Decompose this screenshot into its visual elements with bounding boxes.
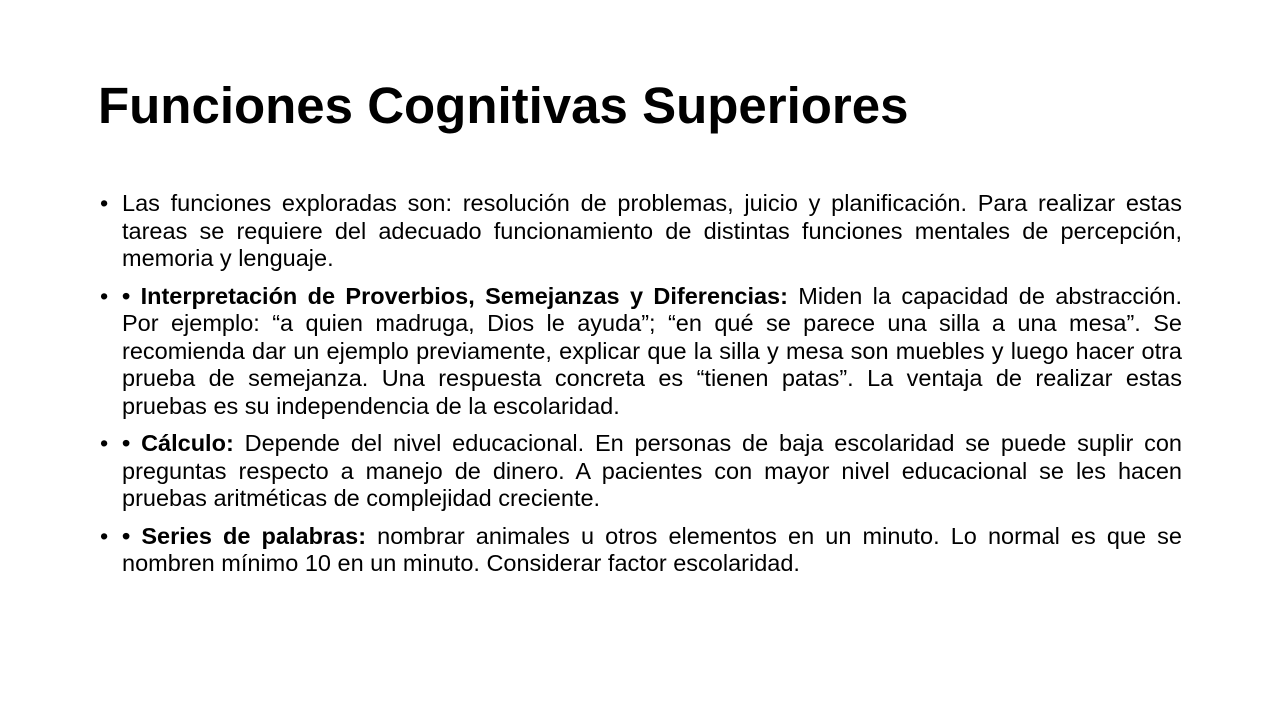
- bullet-text: Las funciones exploradas son: resolución de problemas, juicio y planificación. Para realizar estas tareas se requiere del adecuado funcionamiento de distintas funciones mentales de percepción, memoria y lenguaje.: [122, 190, 1182, 271]
- slide-title: Funciones Cognitivas Superiores: [98, 77, 909, 134]
- bullet-label: Cálculo:: [141, 430, 234, 456]
- bullet-item-series: [100, 523, 1182, 578]
- bullet-inline-mark: •: [122, 282, 141, 309]
- bullet-item-exploradas: [100, 190, 1182, 273]
- bullet-icon: •: [100, 190, 109, 216]
- bullet-label: Series de palabras:: [141, 522, 367, 549]
- bullet-item-proverbios: [100, 283, 1182, 421]
- bullet-icon: •: [100, 522, 109, 549]
- bullet-text: Miden la capacidad de abstracción. Por ejemplo: “a quien madruga, Dios le ayuda”; “en qué se parece una silla a una mesa”. Se recomienda dar un ejemplo previamente, explicar que la silla y mesa son muebles y luego hacer otra prueba de semejanza. Una respuesta concreta es “tienen patas”. La ventaja de realizar estas pruebas es su independencia de la escolaridad.: [122, 282, 1183, 419]
- bullet-list: [100, 190, 1182, 588]
- bullet-inline-mark: •: [122, 430, 142, 456]
- bullet-text: Depende del nivel educacional. En personas de baja escolaridad se puede suplir con preguntas respecto a manejo de dinero. A pacientes con mayor nivel educacional se les hacen pruebas aritméticas de complejidad creciente.: [122, 430, 1182, 511]
- bullet-inline-mark: •: [122, 522, 142, 549]
- bullet-text: nombrar animales u otros elementos en un minuto. Lo normal es que se nombren mínimo 10 en un minuto. Considerar factor escolaridad.: [122, 522, 1182, 576]
- bullet-icon: •: [100, 430, 109, 456]
- bullet-icon: •: [100, 282, 109, 309]
- bullet-item-calculo: [100, 430, 1182, 513]
- bullet-label: Interpretación de Proverbios, Semejanzas y Diferencias:: [140, 282, 788, 309]
